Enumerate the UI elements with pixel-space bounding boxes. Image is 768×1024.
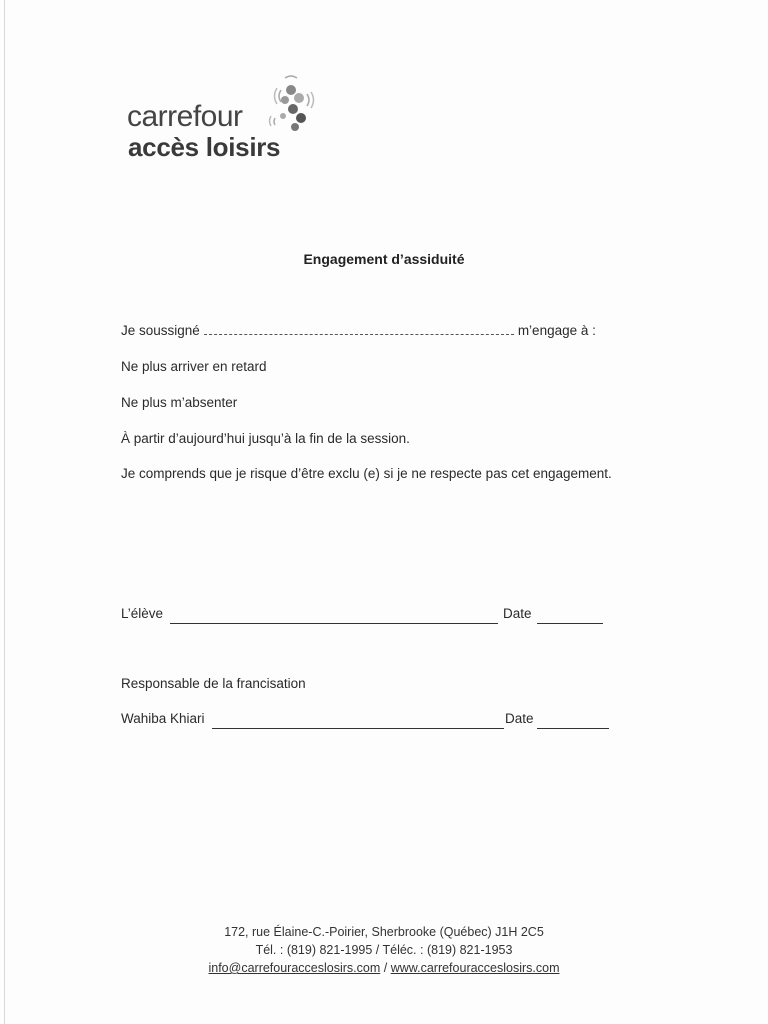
pledge-suffix: m’engage à :: [517, 323, 596, 338]
responsible-date-line[interactable]: [537, 727, 609, 729]
logo-text-carrefour: carrefour: [127, 100, 243, 133]
date-label: Date: [503, 606, 532, 621]
footer-separator: /: [383, 961, 388, 975]
commitment-item: Ne plus arriver en retard: [121, 359, 267, 374]
date-label-2: Date: [505, 711, 534, 726]
footer-phone: Tél. : (819) 821-1995 / Téléc. : (819) 821-1953: [255, 943, 513, 957]
footer-address: 172, rue Élaine-C.-Poirier, Sherbrooke (Québec) J1H 2C5: [224, 925, 544, 939]
page-edge: [4, 0, 5, 1024]
responsible-signature-line[interactable]: [212, 727, 504, 729]
footer-contact: [0, 961, 768, 975]
responsible-name: Wahiba Khiari: [121, 711, 205, 726]
footer-website-link[interactable]: www.carrefouracceslosirs.com: [390, 961, 560, 975]
logo-dots-icon: [255, 72, 327, 136]
commitment-item: Ne plus m’absenter: [121, 395, 238, 410]
logo-text-acces-loisirs: accès loisirs: [128, 132, 281, 162]
pledge-line: [121, 323, 596, 338]
responsible-heading: Responsable de la francisation: [121, 676, 306, 691]
commitment-item: Je comprends que je risque d’être exclu (e) si je ne respecte pas cet engagement.: [121, 466, 612, 481]
document-title: Engagement d’assiduité: [303, 251, 465, 267]
commitment-item: À partir d’aujourd’hui jusqu’à la fin de la session.: [121, 431, 410, 446]
logo: [127, 72, 337, 167]
name-blank[interactable]: [204, 326, 514, 335]
pledge-prefix: Je soussigné: [121, 323, 200, 338]
footer-email-link[interactable]: info@carrefouracceslosirs.com: [208, 961, 381, 975]
student-label: L’élève: [121, 606, 164, 621]
student-date-line[interactable]: [537, 622, 603, 624]
student-signature-line[interactable]: [170, 622, 498, 624]
